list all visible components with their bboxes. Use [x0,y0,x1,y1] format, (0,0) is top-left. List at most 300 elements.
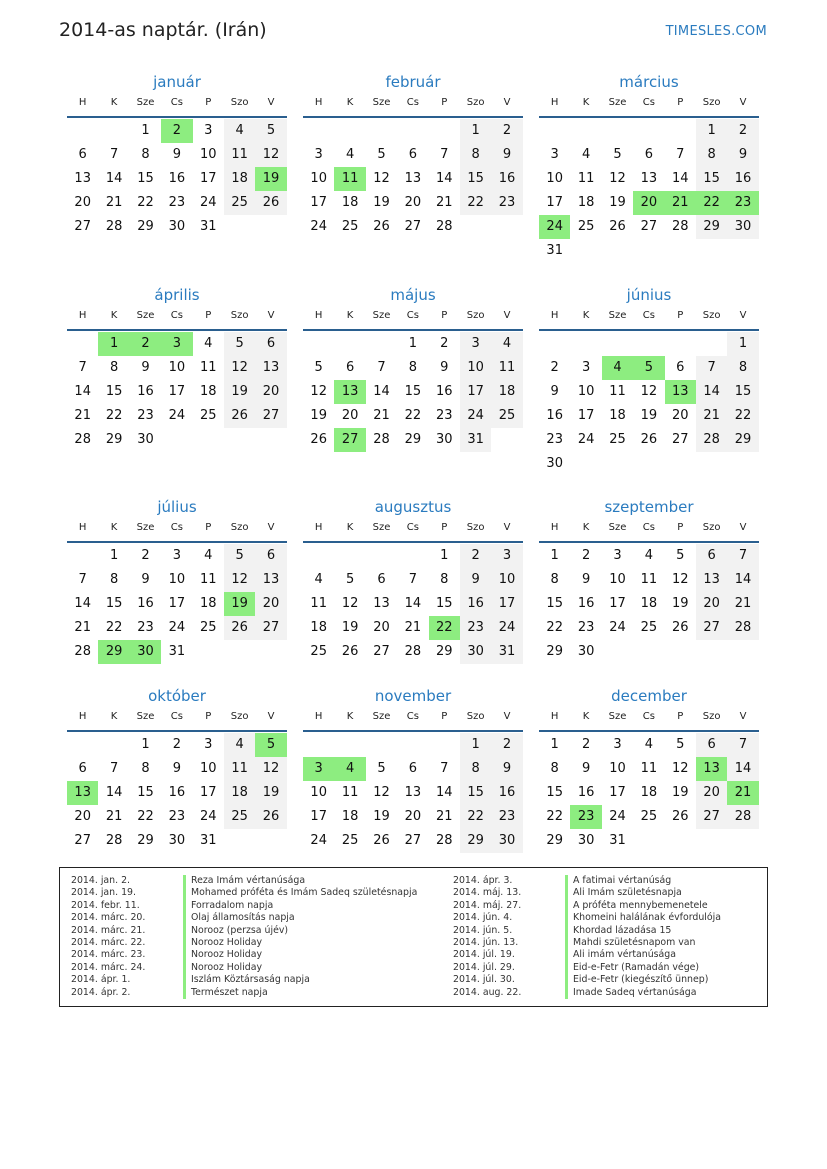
day-cell[interactable]: 28 [727,616,758,640]
day-cell[interactable]: 16 [546,408,563,423]
day-cell[interactable]: 16 [168,785,186,800]
day-cell[interactable]: 28 [373,432,390,447]
day-cell[interactable]: 5 [255,119,286,143]
holiday-day-cell[interactable]: 2 [161,119,192,143]
day-cell[interactable]: 9 [727,143,758,167]
day-cell[interactable]: 8 [408,360,417,375]
day-cell[interactable]: 8 [109,360,119,375]
day-cell[interactable]: 6 [78,147,87,162]
day-cell[interactable]: 13 [404,785,422,800]
day-cell[interactable]: 23 [491,191,522,215]
day-cell[interactable]: 10 [577,384,595,399]
day-cell[interactable]: 18 [199,384,217,399]
day-cell[interactable]: 9 [460,568,491,592]
day-cell[interactable]: 13 [640,171,658,186]
day-cell[interactable]: 6 [345,360,355,375]
day-cell[interactable]: 24 [577,432,595,447]
day-cell[interactable]: 15 [460,781,491,805]
day-cell[interactable]: 14 [105,171,123,186]
day-cell[interactable]: 16 [137,384,154,399]
day-cell[interactable]: 1 [460,119,491,143]
day-cell[interactable]: 11 [577,171,595,186]
holiday-day-cell[interactable]: 21 [727,781,758,805]
day-cell[interactable]: 26 [224,404,255,428]
day-cell[interactable]: 4 [345,147,355,162]
day-cell[interactable]: 29 [105,432,123,447]
day-cell[interactable]: 28 [105,219,123,234]
day-cell[interactable]: 2 [727,119,758,143]
holiday-day-cell[interactable]: 22 [429,616,460,640]
day-cell[interactable]: 28 [105,833,123,848]
day-cell[interactable]: 18 [310,620,327,635]
day-cell[interactable]: 23 [577,620,595,635]
day-cell[interactable]: 31 [199,833,217,848]
day-cell[interactable]: 7 [109,147,119,162]
day-cell[interactable]: 30 [137,432,154,447]
day-cell[interactable]: 30 [491,829,522,853]
day-cell[interactable]: 4 [581,147,591,162]
day-cell[interactable]: 14 [696,380,727,404]
holiday-day-cell[interactable]: 23 [570,805,601,829]
day-cell[interactable]: 7 [727,733,758,757]
day-cell[interactable]: 23 [491,805,522,829]
day-cell[interactable]: 12 [671,761,689,776]
day-cell[interactable]: 15 [546,785,563,800]
day-cell[interactable]: 2 [491,733,522,757]
day-cell[interactable]: 18 [491,380,522,404]
day-cell[interactable]: 15 [460,167,491,191]
day-cell[interactable]: 7 [440,761,449,776]
day-cell[interactable]: 19 [255,781,286,805]
day-cell[interactable]: 30 [168,219,186,234]
day-cell[interactable]: 26 [640,432,658,447]
day-cell[interactable]: 2 [440,336,449,351]
day-cell[interactable]: 12 [640,384,658,399]
day-cell[interactable]: 21 [435,195,453,210]
day-cell[interactable]: 10 [460,356,491,380]
day-cell[interactable]: 15 [696,167,727,191]
holiday-day-cell[interactable]: 2 [130,332,161,356]
day-cell[interactable]: 14 [105,785,123,800]
day-cell[interactable]: 11 [199,572,217,587]
day-cell[interactable]: 28 [696,428,727,452]
holiday-day-cell[interactable]: 22 [696,191,727,215]
day-cell[interactable]: 21 [105,195,123,210]
day-cell[interactable]: 4 [491,332,522,356]
day-cell[interactable]: 25 [640,620,658,635]
holiday-day-cell[interactable]: 20 [633,191,664,215]
day-cell[interactable]: 4 [224,119,255,143]
day-cell[interactable]: 13 [74,171,91,186]
day-cell[interactable]: 12 [373,171,390,186]
day-cell[interactable]: 18 [640,785,658,800]
day-cell[interactable]: 9 [172,147,181,162]
day-cell[interactable]: 14 [373,384,390,399]
day-cell[interactable]: 10 [310,785,327,800]
day-cell[interactable]: 17 [609,596,626,611]
day-cell[interactable]: 19 [671,596,689,611]
day-cell[interactable]: 28 [727,805,758,829]
day-cell[interactable]: 5 [345,572,355,587]
day-cell[interactable]: 21 [74,408,91,423]
day-cell[interactable]: 20 [74,809,91,824]
day-cell[interactable]: 27 [404,833,422,848]
day-cell[interactable]: 29 [460,829,491,853]
day-cell[interactable]: 17 [577,408,595,423]
day-cell[interactable]: 19 [609,195,626,210]
day-cell[interactable]: 4 [644,737,653,752]
day-cell[interactable]: 29 [137,219,154,234]
day-cell[interactable]: 5 [224,332,255,356]
day-cell[interactable]: 22 [546,620,563,635]
day-cell[interactable]: 14 [727,757,758,781]
day-cell[interactable]: 26 [373,219,390,234]
day-cell[interactable]: 6 [377,572,386,587]
holiday-day-cell[interactable]: 19 [224,592,255,616]
day-cell[interactable]: 26 [373,833,390,848]
day-cell[interactable]: 16 [577,785,595,800]
day-cell[interactable]: 31 [460,428,491,452]
day-cell[interactable]: 25 [577,219,595,234]
holiday-day-cell[interactable]: 4 [602,356,633,380]
day-cell[interactable]: 3 [314,147,323,162]
day-cell[interactable]: 20 [255,380,286,404]
day-cell[interactable]: 1 [696,119,727,143]
day-cell[interactable]: 3 [491,544,522,568]
day-cell[interactable]: 27 [74,219,91,234]
day-cell[interactable]: 2 [141,548,150,563]
day-cell[interactable]: 7 [727,544,758,568]
day-cell[interactable]: 24 [199,809,217,824]
day-cell[interactable]: 17 [168,384,186,399]
day-cell[interactable]: 22 [727,404,758,428]
day-cell[interactable]: 21 [404,620,422,635]
day-cell[interactable]: 5 [613,147,622,162]
holiday-day-cell[interactable]: 19 [255,167,286,191]
day-cell[interactable]: 11 [224,757,255,781]
day-cell[interactable]: 29 [546,644,563,659]
day-cell[interactable]: 24 [310,219,327,234]
day-cell[interactable]: 3 [204,737,213,752]
day-cell[interactable]: 6 [255,544,286,568]
day-cell[interactable]: 29 [435,644,453,659]
day-cell[interactable]: 1 [141,123,150,138]
day-cell[interactable]: 23 [137,408,154,423]
day-cell[interactable]: 8 [141,147,150,162]
day-cell[interactable]: 11 [199,360,217,375]
day-cell[interactable]: 5 [676,548,685,563]
day-cell[interactable]: 21 [105,809,123,824]
day-cell[interactable]: 7 [377,360,386,375]
day-cell[interactable]: 4 [644,548,653,563]
day-cell[interactable]: 7 [78,572,87,587]
day-cell[interactable]: 13 [696,568,727,592]
holiday-day-cell[interactable]: 13 [67,781,98,805]
day-cell[interactable]: 3 [581,360,591,375]
day-cell[interactable]: 26 [255,805,286,829]
day-cell[interactable]: 1 [109,548,119,563]
day-cell[interactable]: 14 [435,171,453,186]
holiday-day-cell[interactable]: 29 [98,640,129,664]
day-cell[interactable]: 3 [550,147,559,162]
day-cell[interactable]: 30 [546,456,563,471]
day-cell[interactable]: 28 [435,219,453,234]
day-cell[interactable]: 27 [404,219,422,234]
day-cell[interactable]: 8 [696,143,727,167]
day-cell[interactable]: 1 [408,336,417,351]
day-cell[interactable]: 18 [224,167,255,191]
day-cell[interactable]: 19 [373,809,390,824]
day-cell[interactable]: 9 [172,761,181,776]
day-cell[interactable]: 12 [609,171,626,186]
day-cell[interactable]: 10 [310,171,327,186]
day-cell[interactable]: 19 [341,620,359,635]
day-cell[interactable]: 11 [341,785,359,800]
day-cell[interactable]: 6 [408,147,417,162]
day-cell[interactable]: 28 [404,644,422,659]
holiday-day-cell[interactable]: 3 [161,332,192,356]
day-cell[interactable]: 21 [373,408,390,423]
day-cell[interactable]: 27 [696,616,727,640]
day-cell[interactable]: 9 [141,572,150,587]
day-cell[interactable]: 30 [727,215,758,239]
day-cell[interactable]: 29 [404,432,422,447]
day-cell[interactable]: 22 [105,408,123,423]
day-cell[interactable]: 9 [491,757,522,781]
day-cell[interactable]: 7 [696,356,727,380]
day-cell[interactable]: 4 [204,548,213,563]
day-cell[interactable]: 31 [546,243,563,258]
day-cell[interactable]: 21 [727,592,758,616]
day-cell[interactable]: 23 [168,195,186,210]
day-cell[interactable]: 15 [546,596,563,611]
day-cell[interactable]: 11 [640,761,658,776]
day-cell[interactable]: 14 [435,785,453,800]
day-cell[interactable]: 22 [105,620,123,635]
day-cell[interactable]: 8 [550,572,559,587]
day-cell[interactable]: 7 [440,147,449,162]
day-cell[interactable]: 27 [74,833,91,848]
day-cell[interactable]: 6 [676,360,685,375]
day-cell[interactable]: 13 [373,596,390,611]
day-cell[interactable]: 10 [546,171,563,186]
day-cell[interactable]: 6 [696,733,727,757]
day-cell[interactable]: 20 [74,195,91,210]
day-cell[interactable]: 25 [341,833,359,848]
day-cell[interactable]: 28 [74,644,91,659]
day-cell[interactable]: 15 [105,596,123,611]
day-cell[interactable]: 7 [109,761,119,776]
day-cell[interactable]: 3 [204,123,213,138]
day-cell[interactable]: 18 [577,195,595,210]
day-cell[interactable]: 14 [74,596,91,611]
day-cell[interactable]: 5 [377,147,386,162]
day-cell[interactable]: 16 [491,167,522,191]
day-cell[interactable]: 6 [78,761,87,776]
holiday-day-cell[interactable]: 13 [696,757,727,781]
day-cell[interactable]: 20 [404,809,422,824]
day-cell[interactable]: 20 [696,781,727,805]
day-cell[interactable]: 30 [168,833,186,848]
day-cell[interactable]: 20 [373,620,390,635]
holiday-day-cell[interactable]: 23 [727,191,758,215]
day-cell[interactable]: 1 [460,733,491,757]
day-cell[interactable]: 26 [341,644,359,659]
day-cell[interactable]: 13 [255,356,286,380]
day-cell[interactable]: 5 [224,544,255,568]
day-cell[interactable]: 7 [408,572,417,587]
day-cell[interactable]: 26 [671,809,689,824]
day-cell[interactable]: 25 [199,620,217,635]
day-cell[interactable]: 9 [581,761,591,776]
day-cell[interactable]: 25 [310,644,327,659]
day-cell[interactable]: 15 [404,384,422,399]
day-cell[interactable]: 10 [609,761,626,776]
day-cell[interactable]: 12 [224,356,255,380]
day-cell[interactable]: 26 [609,219,626,234]
day-cell[interactable]: 8 [727,356,758,380]
day-cell[interactable]: 5 [377,761,386,776]
day-cell[interactable]: 8 [550,761,559,776]
day-cell[interactable]: 15 [137,785,154,800]
day-cell[interactable]: 6 [255,332,286,356]
day-cell[interactable]: 21 [696,404,727,428]
day-cell[interactable]: 22 [460,191,491,215]
day-cell[interactable]: 11 [310,596,327,611]
day-cell[interactable]: 18 [609,408,626,423]
holiday-day-cell[interactable]: 21 [665,191,696,215]
day-cell[interactable]: 2 [581,548,591,563]
day-cell[interactable]: 16 [435,384,453,399]
day-cell[interactable]: 11 [224,143,255,167]
day-cell[interactable]: 10 [491,568,522,592]
holiday-day-cell[interactable]: 11 [334,167,365,191]
day-cell[interactable]: 29 [137,833,154,848]
day-cell[interactable]: 27 [373,644,390,659]
day-cell[interactable]: 8 [460,143,491,167]
day-cell[interactable]: 28 [74,432,91,447]
day-cell[interactable]: 18 [341,809,359,824]
day-cell[interactable]: 14 [404,596,422,611]
day-cell[interactable]: 16 [168,171,186,186]
day-cell[interactable]: 10 [609,572,626,587]
holiday-day-cell[interactable]: 13 [334,380,365,404]
day-cell[interactable]: 20 [255,592,286,616]
day-cell[interactable]: 11 [491,356,522,380]
day-cell[interactable]: 16 [137,596,154,611]
day-cell[interactable]: 24 [491,616,522,640]
day-cell[interactable]: 24 [460,404,491,428]
day-cell[interactable]: 17 [199,785,217,800]
day-cell[interactable]: 23 [546,432,563,447]
day-cell[interactable]: 31 [199,219,217,234]
holiday-day-cell[interactable]: 27 [334,428,365,452]
holiday-day-cell[interactable]: 5 [255,733,286,757]
day-cell[interactable]: 2 [550,360,559,375]
day-cell[interactable]: 26 [310,432,327,447]
day-cell[interactable]: 4 [204,336,213,351]
day-cell[interactable]: 29 [546,833,563,848]
day-cell[interactable]: 12 [310,384,327,399]
day-cell[interactable]: 15 [435,596,453,611]
day-cell[interactable]: 18 [199,596,217,611]
day-cell[interactable]: 14 [727,568,758,592]
day-cell[interactable]: 24 [609,620,626,635]
day-cell[interactable]: 26 [671,620,689,635]
day-cell[interactable]: 22 [137,195,154,210]
day-cell[interactable]: 19 [224,380,255,404]
holiday-day-cell[interactable]: 4 [334,757,365,781]
day-cell[interactable]: 17 [168,596,186,611]
day-cell[interactable]: 13 [404,171,422,186]
day-cell[interactable]: 24 [168,620,186,635]
day-cell[interactable]: 1 [550,548,559,563]
day-cell[interactable]: 18 [224,781,255,805]
day-cell[interactable]: 23 [460,616,491,640]
day-cell[interactable]: 9 [581,572,591,587]
day-cell[interactable]: 18 [341,195,359,210]
day-cell[interactable]: 15 [727,380,758,404]
day-cell[interactable]: 1 [141,737,150,752]
day-cell[interactable]: 29 [727,428,758,452]
day-cell[interactable]: 24 [310,833,327,848]
day-cell[interactable]: 20 [404,195,422,210]
day-cell[interactable]: 27 [255,404,286,428]
day-cell[interactable]: 24 [168,408,186,423]
brand-link[interactable]: TIMESLES.COM [665,24,767,39]
day-cell[interactable]: 4 [224,733,255,757]
day-cell[interactable]: 10 [168,572,186,587]
day-cell[interactable]: 2 [581,737,591,752]
day-cell[interactable]: 25 [640,809,658,824]
holiday-day-cell[interactable]: 30 [130,640,161,664]
day-cell[interactable]: 18 [640,596,658,611]
day-cell[interactable]: 22 [546,809,563,824]
day-cell[interactable]: 16 [460,592,491,616]
day-cell[interactable]: 17 [199,171,217,186]
day-cell[interactable]: 25 [224,191,255,215]
day-cell[interactable]: 25 [199,408,217,423]
day-cell[interactable]: 30 [435,432,453,447]
day-cell[interactable]: 9 [440,360,449,375]
day-cell[interactable]: 8 [440,572,449,587]
day-cell[interactable]: 12 [224,568,255,592]
day-cell[interactable]: 6 [644,147,653,162]
day-cell[interactable]: 23 [168,809,186,824]
holiday-day-cell[interactable]: 3 [303,757,334,781]
day-cell[interactable]: 26 [224,616,255,640]
day-cell[interactable]: 23 [137,620,154,635]
day-cell[interactable]: 6 [408,761,417,776]
day-cell[interactable]: 16 [727,167,758,191]
day-cell[interactable]: 4 [314,572,323,587]
day-cell[interactable]: 22 [460,805,491,829]
day-cell[interactable]: 10 [168,360,186,375]
day-cell[interactable]: 25 [341,219,359,234]
day-cell[interactable]: 22 [137,809,154,824]
day-cell[interactable]: 12 [255,757,286,781]
day-cell[interactable]: 14 [671,171,689,186]
day-cell[interactable]: 27 [255,616,286,640]
day-cell[interactable]: 25 [224,805,255,829]
day-cell[interactable]: 7 [676,147,685,162]
day-cell[interactable]: 17 [460,380,491,404]
day-cell[interactable]: 27 [671,432,689,447]
day-cell[interactable]: 19 [671,785,689,800]
day-cell[interactable]: 14 [74,384,91,399]
day-cell[interactable]: 5 [676,737,685,752]
day-cell[interactable]: 16 [491,781,522,805]
